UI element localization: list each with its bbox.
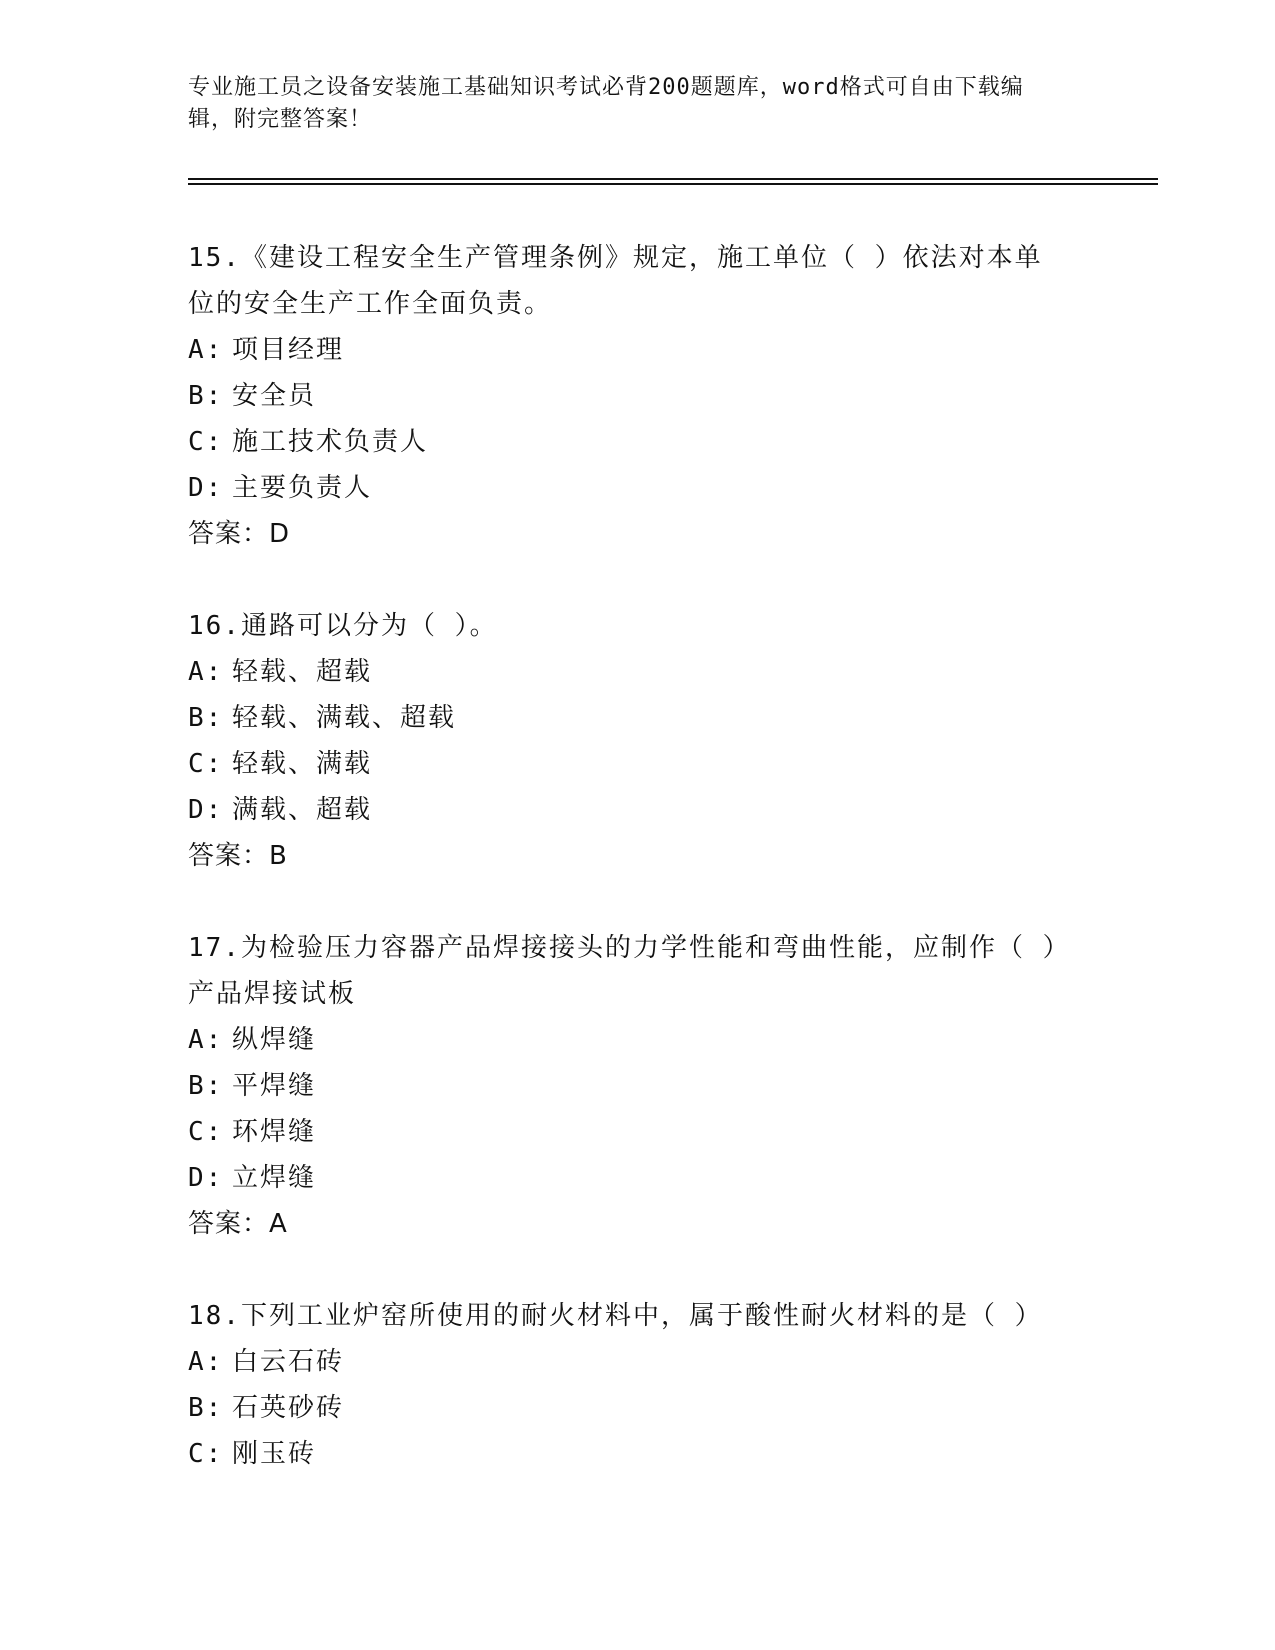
option-text: 安全员 [232, 381, 317, 411]
header-divider-top [188, 178, 1158, 180]
option-text: 石英砂砖 [232, 1393, 345, 1423]
option-b [188, 1385, 1068, 1431]
option-text: 施工技术负责人 [232, 427, 429, 457]
option-c [188, 741, 1068, 787]
option-a [188, 649, 1068, 695]
option-d [188, 1155, 1068, 1201]
option-letter: B: [188, 381, 224, 411]
option-text: 项目经理 [232, 335, 345, 365]
question-stem: 16.通路可以分为（ ）。 [188, 611, 498, 641]
option-letter: D: [188, 795, 224, 825]
question-15 [188, 235, 1068, 557]
option-letter: B: [188, 1071, 224, 1101]
option-d [188, 787, 1068, 833]
option-letter: D: [188, 473, 224, 503]
question-18 [188, 1293, 1068, 1477]
option-letter: A: [188, 1025, 224, 1055]
option-text: 立焊缝 [232, 1163, 317, 1193]
option-text: 平焊缝 [232, 1071, 317, 1101]
option-text: 轻载、超载 [232, 657, 373, 687]
option-c [188, 419, 1068, 465]
option-letter: C: [188, 1117, 224, 1147]
option-b [188, 695, 1068, 741]
answer-line: 答案：A [188, 1209, 288, 1239]
option-c [188, 1109, 1068, 1155]
question-stem: 17.为检验压力容器产品焊接接头的力学性能和弯曲性能，应制作（ ）产品焊接试板 [188, 933, 1058, 1009]
option-text: 环焊缝 [232, 1117, 317, 1147]
option-c [188, 1431, 1068, 1477]
option-letter: A: [188, 657, 224, 687]
question-17 [188, 925, 1068, 1247]
option-text: 纵焊缝 [232, 1025, 317, 1055]
option-b [188, 373, 1068, 419]
option-b [188, 1063, 1068, 1109]
question-stem: 18.下列工业炉窑所使用的耐火材料中，属于酸性耐火材料的是（ ） [188, 1301, 1043, 1331]
option-text: 主要负责人 [232, 473, 373, 503]
document-header: 专业施工员之设备安装施工基础知识考试必背200题题库，word格式可自由下载编辑，附完整答案！ [188, 75, 1024, 132]
option-letter: C: [188, 1439, 224, 1469]
option-a [188, 1017, 1068, 1063]
option-letter: C: [188, 427, 224, 457]
option-letter: A: [188, 1347, 224, 1377]
option-letter: D: [188, 1163, 224, 1193]
option-letter: C: [188, 749, 224, 779]
option-text: 轻载、满载 [232, 749, 373, 779]
option-a [188, 327, 1068, 373]
answer-line: 答案：B [188, 841, 288, 871]
option-text: 满载、超载 [232, 795, 373, 825]
question-list [188, 235, 1068, 1523]
question-16 [188, 603, 1068, 879]
header-divider-bottom [188, 183, 1158, 185]
option-text: 刚玉砖 [232, 1439, 317, 1469]
answer-line: 答案：D [188, 519, 291, 549]
option-a [188, 1339, 1068, 1385]
option-letter: B: [188, 703, 224, 733]
question-stem: 15.《建设工程安全生产管理条例》规定，施工单位（ ）依法对本单位的安全生产工作全面负责。 [188, 243, 1043, 319]
option-letter: A: [188, 335, 224, 365]
option-text: 白云石砖 [232, 1347, 345, 1377]
option-text: 轻载、满载、超载 [232, 703, 457, 733]
option-letter: B: [188, 1393, 224, 1423]
option-d [188, 465, 1068, 511]
